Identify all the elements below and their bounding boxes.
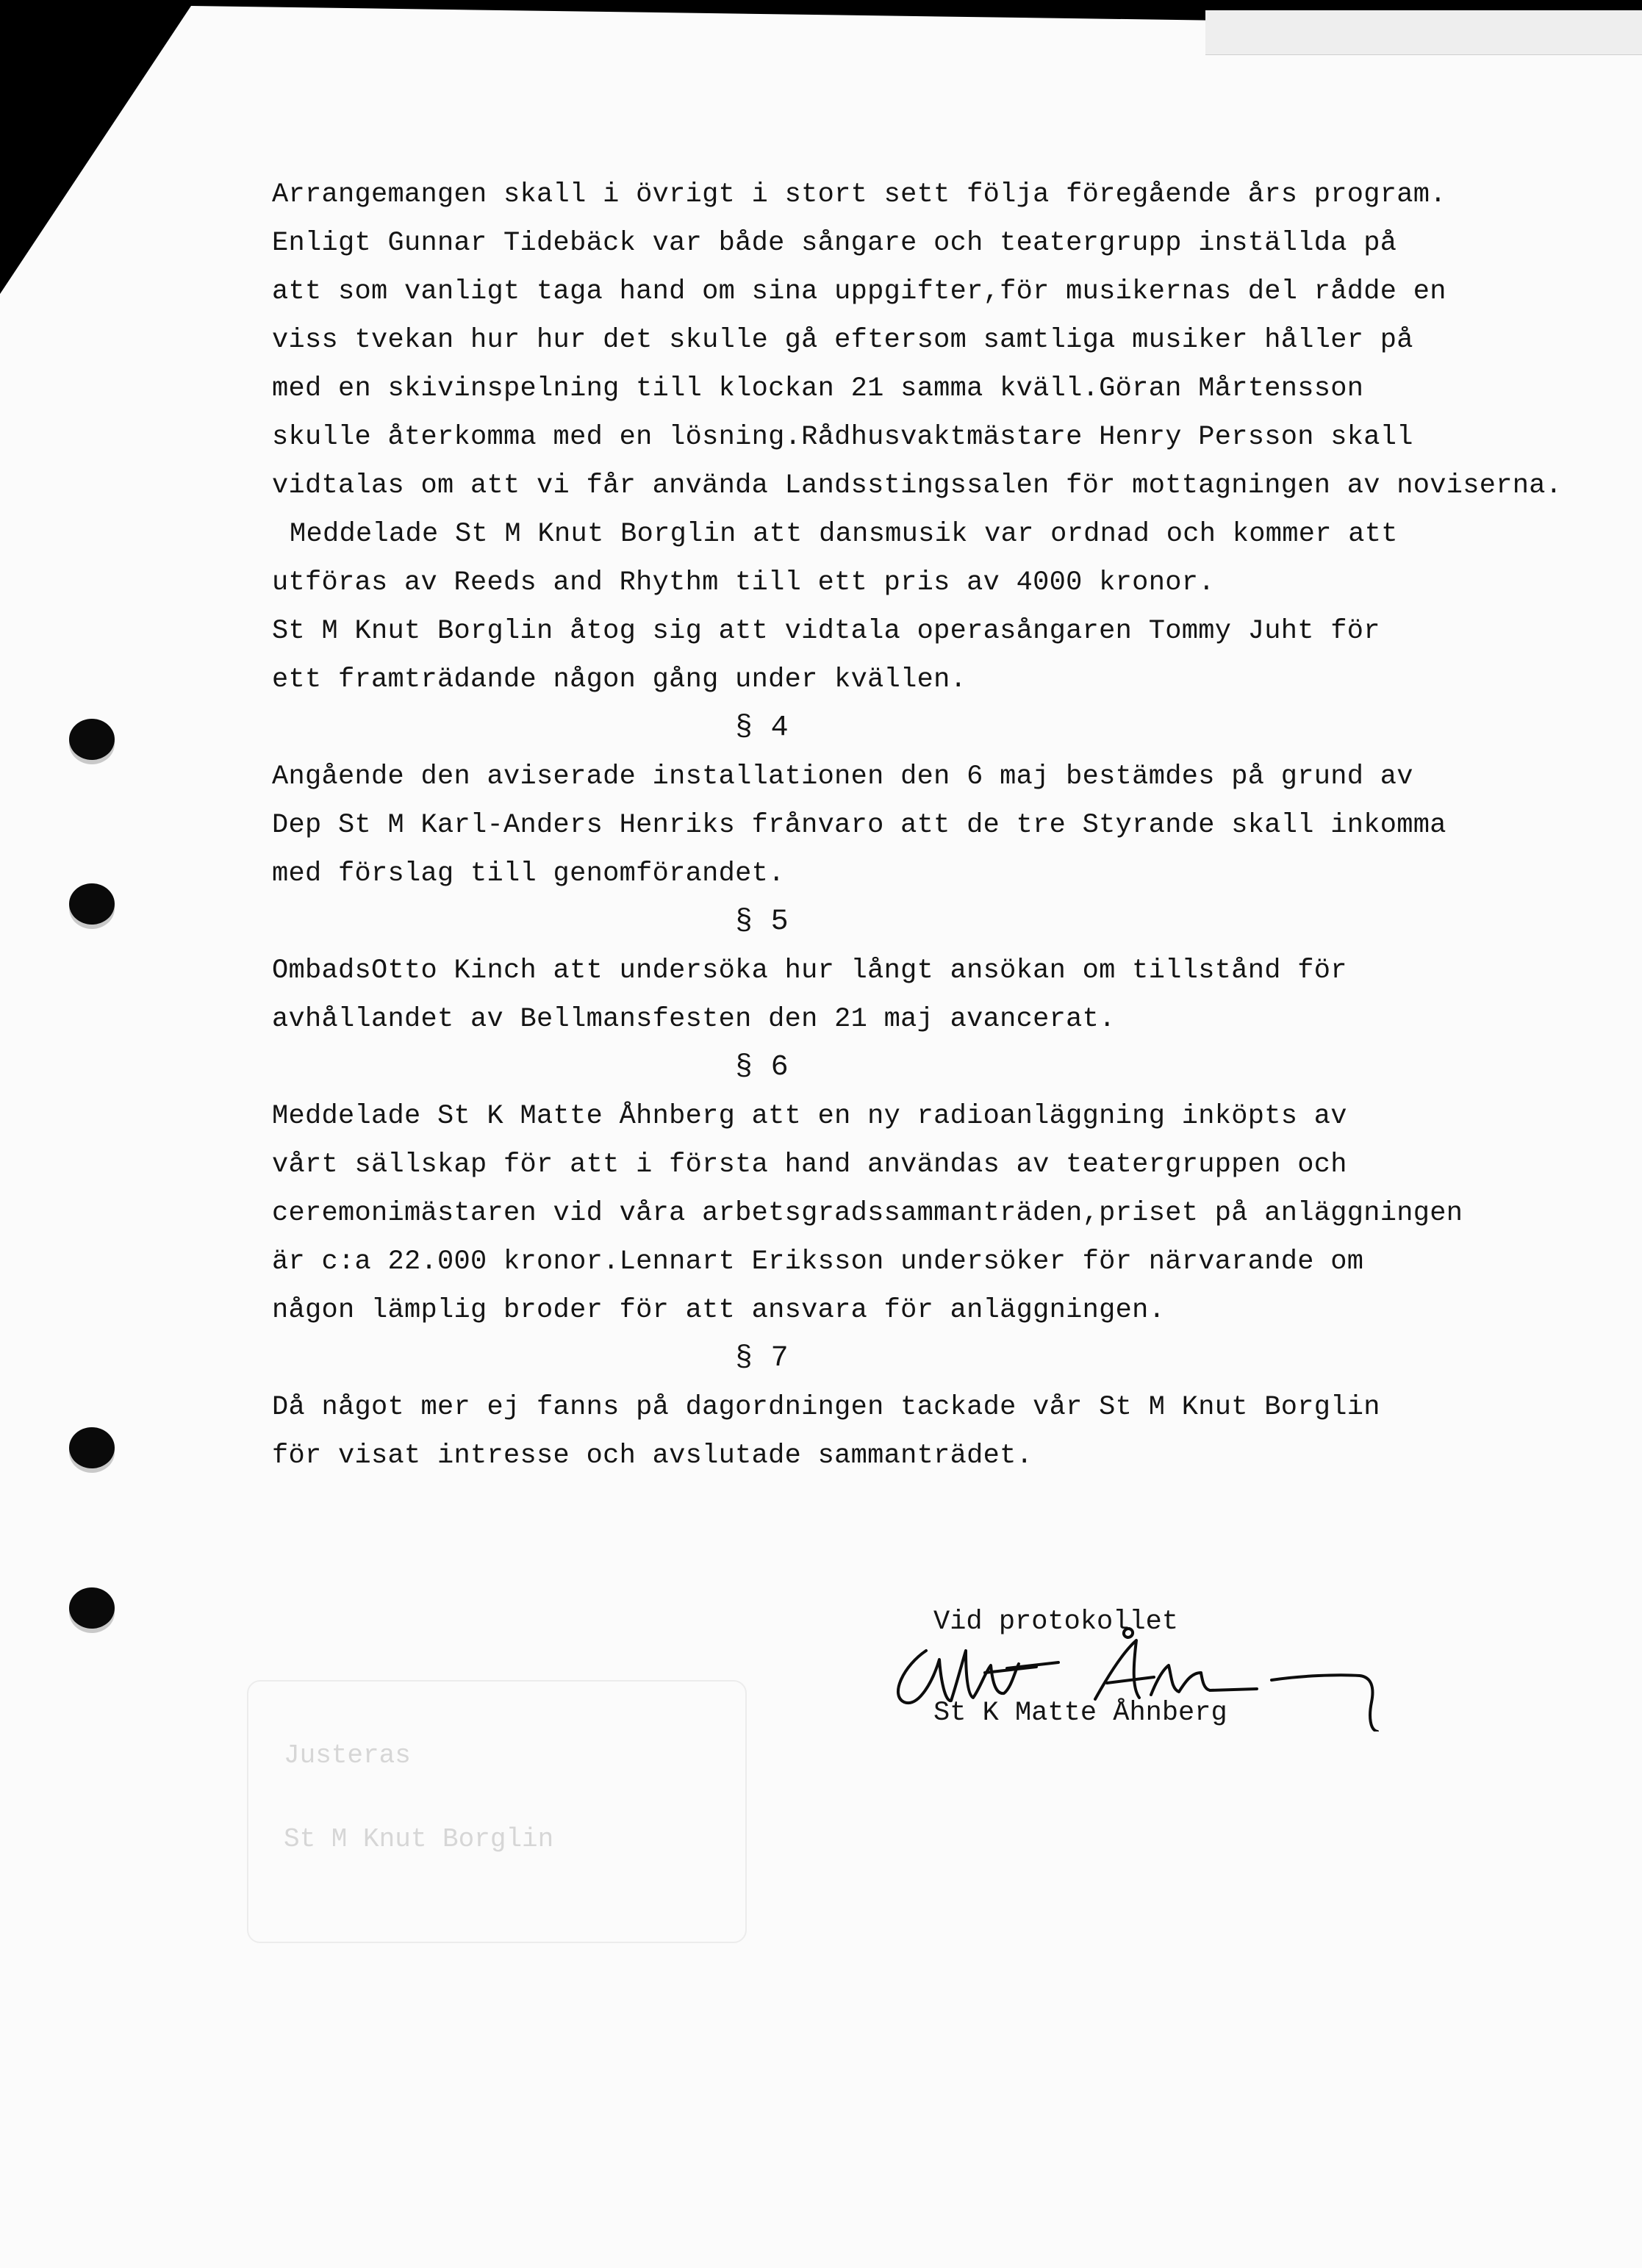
- text-line: Dep St M Karl-Anders Henriks frånvaro att de tre Styrande skall inkomma: [272, 810, 1446, 841]
- text-line: viss tvekan hur hur det skulle gå eftersom samtliga musiker håller på: [272, 325, 1413, 356]
- text-line: någon lämplig broder för att ansvara för anläggningen.: [272, 1295, 1166, 1326]
- text-line: är c:a 22.000 kronor.Lennart Eriksson undersöker för närvarande om: [272, 1246, 1364, 1277]
- underlying-sheet-edge: [1205, 10, 1642, 55]
- section-heading: § 4: [735, 711, 789, 744]
- text-line: med förslag till genomförandet.: [272, 858, 785, 889]
- punch-hole: [69, 883, 115, 925]
- punch-hole: [69, 1427, 115, 1468]
- text-line: vidtalas om att vi får använda Landsstingssalen för mottagningen av noviserna.: [272, 470, 1563, 501]
- section-heading: § 5: [735, 905, 789, 939]
- signature-label: Vid protokollet: [933, 1607, 1179, 1637]
- text-line: OmbadsOtto Kinch att undersöka hur långt ansökan om tillstånd för: [272, 955, 1347, 986]
- faint-justeras-name: St M Knut Borglin: [284, 1824, 554, 1854]
- text-line: skulle återkomma med en lösning.Rådhusvaktmästare Henry Persson skall: [272, 422, 1413, 453]
- text-line: Enligt Gunnar Tidebäck var både sångare och teatergrupp inställda på: [272, 228, 1397, 259]
- signature-block: [875, 1607, 1463, 1783]
- text-line: ceremonimästaren vid våra arbetsgradssammanträden,priset på anläggningen: [272, 1198, 1463, 1229]
- faint-stamp-box: [247, 1680, 747, 1943]
- punch-hole: [69, 719, 115, 760]
- text-line: St M Knut Borglin åtog sig att vidtala operasångaren Tommy Juht för: [272, 616, 1380, 647]
- text-line: vårt sällskap för att i första hand användas av teatergruppen och: [272, 1149, 1347, 1180]
- text-line: avhållandet av Bellmansfesten den 21 maj avancerat.: [272, 1004, 1116, 1035]
- text-line: ett framträdande någon gång under kvällen.: [272, 664, 967, 695]
- signature-name: St K Matte Åhnberg: [933, 1698, 1227, 1729]
- text-line: Arrangemangen skall i övrigt i stort sett följa föregående års program.: [272, 179, 1446, 210]
- text-line: Meddelade St K Matte Åhnberg att en ny radioanläggning inköpts av: [272, 1101, 1347, 1132]
- text-line: Då något mer ej fanns på dagordningen tackade vår St M Knut Borglin: [272, 1392, 1380, 1423]
- section-heading: § 7: [735, 1342, 789, 1375]
- text-line: med en skivinspelning till klockan 21 samma kväll.Göran Mårtensson: [272, 373, 1364, 404]
- text-line: för visat intresse och avslutade sammanträdet.: [272, 1440, 1033, 1471]
- punch-hole: [69, 1587, 115, 1629]
- minutes-body: [272, 171, 1580, 1480]
- text-line: Angående den aviserade installationen den 6 maj bestämdes på grund av: [272, 761, 1413, 792]
- text-line: att som vanligt taga hand om sina uppgifter,för musikernas del rådde en: [272, 276, 1446, 307]
- text-line: utföras av Reeds and Rhythm till ett pris av 4000 kronor.: [272, 567, 1215, 598]
- text-line: Meddelade St M Knut Borglin att dansmusik var ordnad och kommer att: [290, 519, 1398, 550]
- faint-justeras-text: Justeras: [284, 1740, 411, 1770]
- section-heading: § 6: [735, 1051, 789, 1084]
